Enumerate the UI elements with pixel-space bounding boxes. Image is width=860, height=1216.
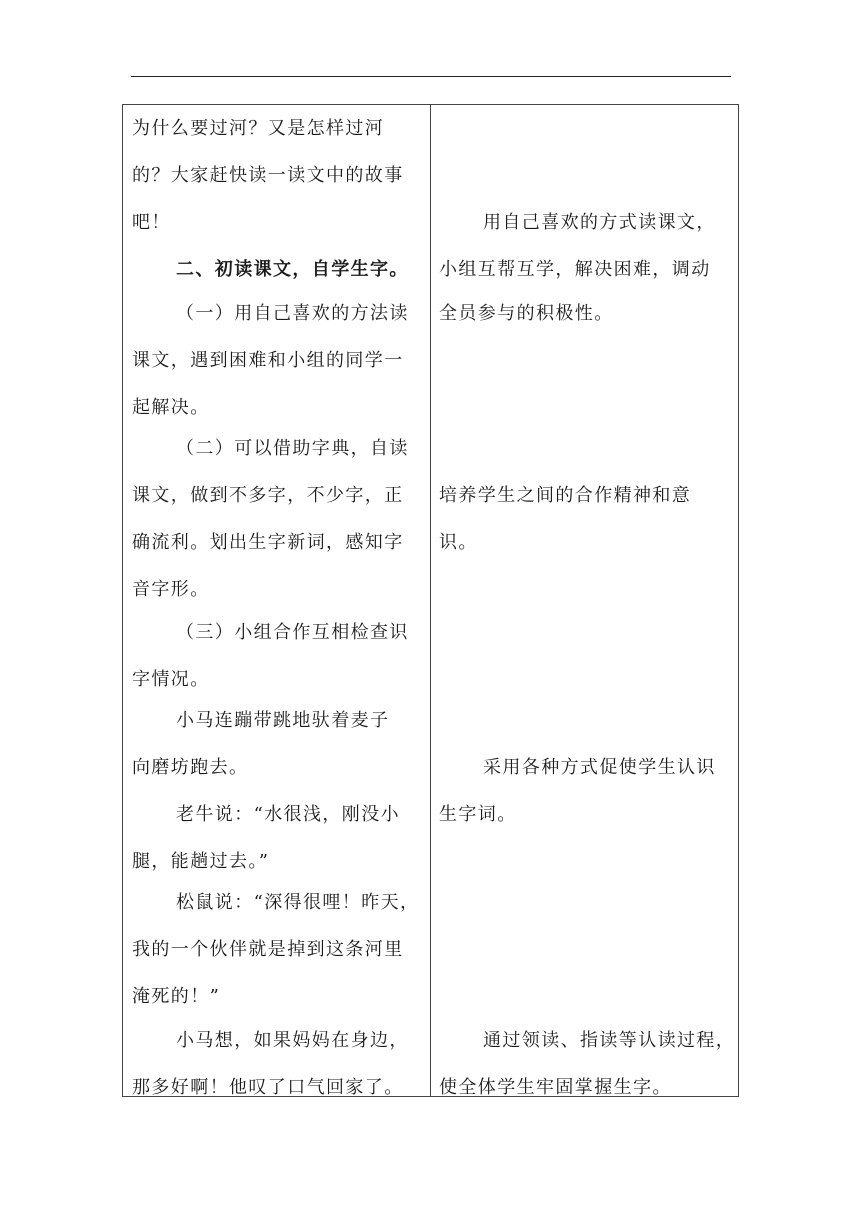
right-line: 通过领读、指读等认读过程， xyxy=(483,1030,736,1051)
column-divider xyxy=(430,105,431,1096)
header-rule xyxy=(131,76,731,77)
left-line: 松鼠说：“深得很哩！昨天， xyxy=(176,892,420,913)
left-line: 吧！ xyxy=(132,212,171,233)
left-line: 向磨坊跑去。 xyxy=(132,757,249,778)
left-line: 小马连蹦带跳地驮着麦子 xyxy=(176,710,390,731)
left-line: 起解决。 xyxy=(132,397,210,418)
right-line: 培养学生之间的合作精神和意 xyxy=(439,485,692,506)
right-line: 使全体学生牢固掌握生字。 xyxy=(439,1077,672,1098)
left-line: 淹死的！” xyxy=(132,986,221,1007)
right-line: 生字词。 xyxy=(439,804,517,825)
left-line: 音字形。 xyxy=(132,579,210,600)
right-line: 小组互帮互学，解决困难，调动 xyxy=(439,259,711,280)
left-line: 字情况。 xyxy=(132,669,210,690)
left-line: 小马想，如果妈妈在身边， xyxy=(176,1030,409,1051)
right-line: 全员参与的积极性。 xyxy=(439,303,614,324)
lesson-table xyxy=(122,104,739,1097)
right-line: 采用各种方式促使学生认识 xyxy=(483,757,716,778)
left-line: 老牛说：“水很浅，刚没小 xyxy=(176,804,401,825)
left-line: （一）用自己喜欢的方法读 xyxy=(176,303,409,324)
left-line: （二）可以借助字典，自读 xyxy=(176,438,409,459)
left-line: （三）小组合作互相检查识 xyxy=(176,622,409,643)
left-line: 的？大家赶快读一读文中的故事 xyxy=(132,165,404,186)
left-line: 那多好啊！他叹了口气回家了。 xyxy=(132,1077,404,1098)
left-line: 课文，遇到困难和小组的同学一 xyxy=(132,350,404,371)
left-line: 我的一个伙伴就是掉到这条河里 xyxy=(132,939,404,960)
left-line: 课文，做到不多字，不少字，正 xyxy=(132,485,404,506)
right-line: 识。 xyxy=(439,532,478,553)
left-line: 确流利。划出生字新词，感知字 xyxy=(132,532,404,553)
left-line: 为什么要过河？又是怎样过河 xyxy=(132,118,385,139)
left-line: 二、初读课文，自学生字。 xyxy=(176,259,409,280)
left-line: 腿，能趟过去。” xyxy=(132,851,270,872)
right-line: 用自己喜欢的方式读课文， xyxy=(483,212,716,233)
